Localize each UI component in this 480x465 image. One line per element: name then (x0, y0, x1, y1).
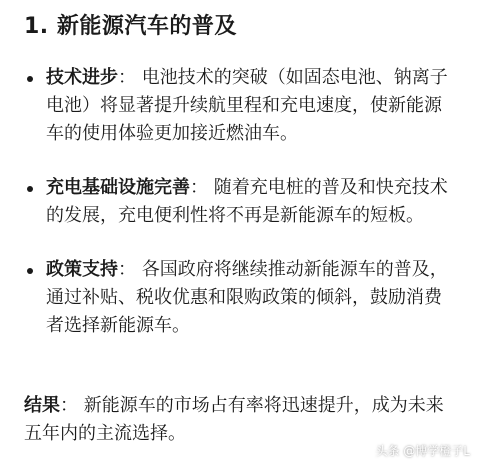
bullet-text: 电池技术的突破（如固态电池、钠离子电池）将显著提升续航里程和充电速度，使新能源车的使用体验更加接近燃油车。 (46, 67, 448, 144)
bullet-item (0, 174, 480, 230)
conclusion-separator: ： (60, 395, 84, 416)
conclusion-paragraph (24, 392, 460, 448)
bullet-term: 技术进步 (46, 67, 118, 88)
bullet-item (0, 64, 480, 148)
bullet-list (0, 64, 480, 366)
watermark: 头条 @博学橙子L (375, 444, 470, 458)
bullet-term: 充电基础设施完善 (46, 177, 190, 198)
bullet-separator: ： (118, 67, 142, 88)
bullet-text: 各国政府将继续推动新能源车的普及，通过补贴、税收优惠和限购政策的倾斜，鼓励消费者选择新能源车。 (46, 259, 448, 336)
section-heading: 1. 新能源汽车的普及 (24, 14, 237, 39)
bullet-dot-icon (27, 268, 33, 274)
conclusion-text: 新能源车的市场占有率将迅速提升，成为未来五年内的主流选择。 (24, 395, 444, 444)
bullet-separator: ： (118, 259, 142, 280)
bullet-dot-icon (27, 76, 33, 82)
conclusion-term: 结果 (24, 395, 60, 416)
bullet-dot-icon (27, 186, 33, 192)
bullet-item (0, 256, 480, 340)
bullet-separator: ： (190, 177, 214, 198)
bullet-term: 政策支持 (46, 259, 118, 280)
bullet-text: 随着充电桩的普及和快充技术的发展，充电便利性将不再是新能源车的短板。 (46, 177, 448, 226)
